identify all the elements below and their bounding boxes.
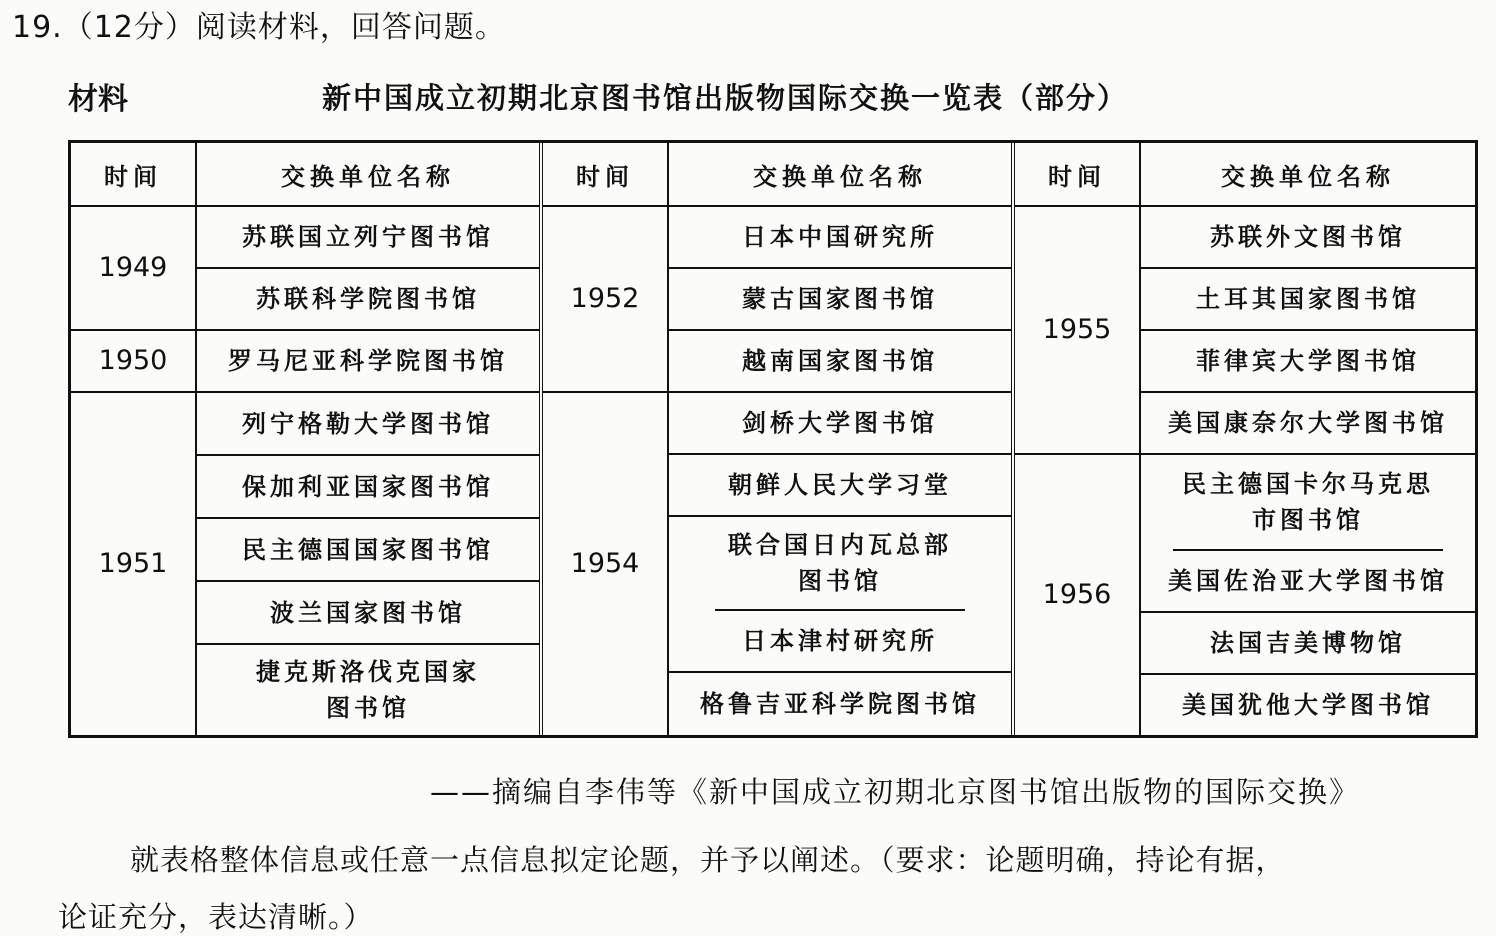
unit-cell: 罗马尼亚科学院图书馆 [197, 331, 539, 393]
unit-cell: 苏联国立列宁图书馆 [197, 207, 539, 269]
time-column [1015, 143, 1141, 735]
task-text-line-2: 论证充分，表达清晰。） [58, 900, 374, 934]
unit-cell: 剑桥大学图书馆 [669, 393, 1011, 455]
unit-cell: 美国犹他大学图书馆 [1182, 690, 1434, 719]
unit-cell: 联合国日内瓦总部图书馆 [715, 517, 965, 611]
year-cell: 1950 [71, 331, 195, 393]
header-time: 时间 [71, 143, 195, 207]
table-block-2 [539, 143, 1011, 735]
header-unit: 交换单位名称 [197, 143, 539, 207]
time-column [71, 143, 197, 735]
unit-cell: 法国吉美博物馆 [1141, 613, 1475, 675]
unit-cell: 日本津村研究所 [669, 611, 1011, 673]
unit-cell: 美国佐治亚大学图书馆 [1141, 551, 1475, 613]
unit-cell: 菲律宾大学图书馆 [1141, 331, 1475, 393]
unit-cell: 列宁格勒大学图书馆 [197, 393, 539, 456]
header-time: 时间 [543, 143, 667, 207]
unit-cell: 朝鲜人民大学习堂 [669, 455, 1011, 517]
unit-cell: 捷克斯洛伐克国家图书馆 [256, 657, 480, 722]
material-label: 材料 [68, 82, 128, 117]
year-cell: 1954 [570, 547, 640, 579]
unit-cell: 苏联科学院图书馆 [197, 269, 539, 331]
table-block-3 [1011, 143, 1475, 735]
time-column [543, 143, 669, 735]
unit-cell: 越南国家图书馆 [669, 331, 1011, 393]
unit-cell: 美国康奈尔大学图书馆 [1141, 393, 1475, 455]
question-header: 19.（12分）阅读材料，回答问题。 [12, 10, 506, 45]
unit-cell: 波兰国家图书馆 [197, 582, 539, 645]
header-time: 时间 [1015, 143, 1139, 207]
header-unit: 交换单位名称 [669, 143, 1011, 207]
year-cell: 1955 [1015, 207, 1139, 455]
table-block-1 [71, 143, 539, 735]
unit-cell: 民主德国卡尔马克思市图书馆 [1173, 455, 1443, 551]
year-cell: 1956 [1042, 578, 1112, 610]
header-unit: 交换单位名称 [1141, 143, 1475, 207]
year-cell: 1952 [543, 207, 667, 393]
year-cell: 1951 [98, 547, 168, 579]
unit-cell: 格鲁吉亚科学院图书馆 [700, 689, 980, 718]
unit-cell: 蒙古国家图书馆 [669, 269, 1011, 331]
source-citation: ——摘编自李伟等《新中国成立初期北京图书馆出版物的国际交换》 [430, 775, 1361, 809]
unit-column [669, 143, 1011, 735]
unit-cell: 日本中国研究所 [669, 207, 1011, 269]
unit-cell: 保加利亚国家图书馆 [197, 456, 539, 519]
unit-cell: 苏联外文图书馆 [1141, 207, 1475, 269]
exchange-table [68, 140, 1478, 738]
unit-column [197, 143, 539, 735]
table-title: 新中国成立初期北京图书馆出版物国际交换一览表（部分） [322, 81, 1129, 115]
unit-column [1141, 143, 1475, 735]
year-cell: 1949 [71, 207, 195, 331]
task-text-line-1: 就表格整体信息或任意一点信息拟定论题，并予以阐述。（要求：论题明确，持论有据， [130, 843, 1286, 877]
unit-cell: 土耳其国家图书馆 [1141, 269, 1475, 331]
unit-cell: 民主德国国家图书馆 [197, 519, 539, 582]
